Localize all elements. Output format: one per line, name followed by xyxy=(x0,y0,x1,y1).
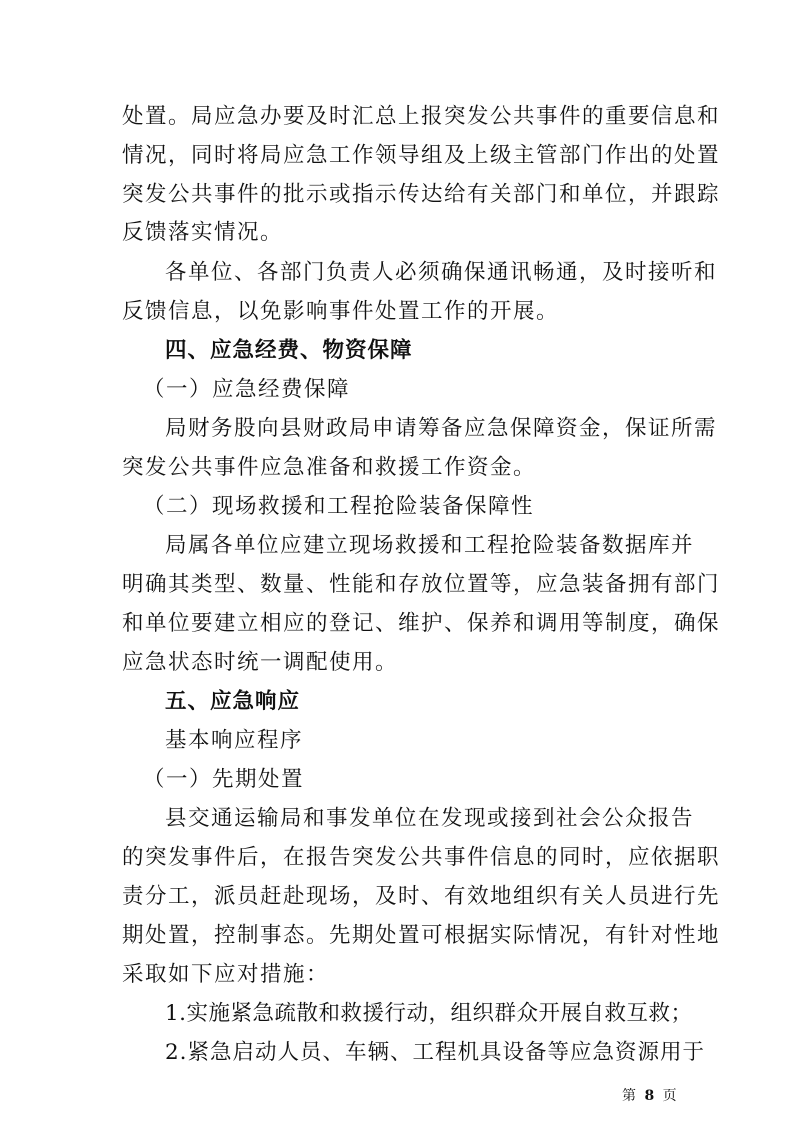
body-text-line: 责分工，派员赶赴现场，及时、有效地组织有关人员进行先 xyxy=(122,884,721,909)
body-text-line: 突发公共事件的批示或指示传达给有关部门和单位，并跟踪 xyxy=(122,182,721,207)
body-text-line: 县交通运输局和事发单位在发现或接到社会公众报告 xyxy=(165,806,695,831)
body-text-line: 的突发事件后，在报告突发公共事件信息的同时，应依据职 xyxy=(122,845,721,870)
body-text-line: 局属各单位应建立现场救援和工程抢险装备数据库并 xyxy=(165,533,695,558)
body-text-line: 反馈落实情况。 xyxy=(122,220,284,245)
body-text-line: 应急状态时统一调配使用。 xyxy=(122,650,399,675)
body-text-line: 情况，同时将局应急工作领导组及上级主管部门作出的处置 xyxy=(122,143,721,168)
subsection-heading: （二）现场救援和工程抢险装备保障性 xyxy=(143,494,535,519)
body-text-line: 局财务股向县财政局申请筹备应急保障资金，保证所需 xyxy=(165,416,718,441)
body-text-line: 明确其类型、数量、性能和存放位置等，应急装备拥有部门 xyxy=(122,572,721,597)
body-text-line: 和单位要建立相应的登记、维护、保养和调用等制度，确保 xyxy=(122,611,721,636)
list-item: 2.紧急启动人员、车辆、工程机具设备等应急资源用于 xyxy=(165,1040,706,1065)
footer-suffix: 页 xyxy=(662,1088,679,1104)
body-text-line: 各单位、各部门负责人必须确保通讯畅通，及时接听和 xyxy=(165,260,718,285)
subsection-heading: 基本响应程序 xyxy=(165,728,304,753)
body-text-line: 采取如下应对措施： xyxy=(122,962,330,987)
subsection-heading: （一）先期处置 xyxy=(143,767,305,792)
section-heading: 四、应急经费、物资保障 xyxy=(165,338,413,363)
body-text-line: 反馈信息，以免影响事件处置工作的开展。 xyxy=(122,299,560,324)
page-footer xyxy=(622,1085,679,1105)
list-item: 1.实施紧急疏散和救援行动，组织群众开展自救互救； xyxy=(165,1001,693,1026)
body-text-line: 期处置，控制事态。先期处置可根据实际情况，有针对性地 xyxy=(122,923,721,948)
body-text-line: 处置。局应急办要及时汇总上报突发公共事件的重要信息和 xyxy=(122,104,721,129)
section-heading: 五、应急响应 xyxy=(165,689,301,714)
page-number: 8 xyxy=(644,1088,657,1104)
body-text-line: 突发公共事件应急准备和救援工作资金。 xyxy=(122,455,537,480)
footer-prefix: 第 xyxy=(622,1088,638,1104)
subsection-heading: （一）应急经费保障 xyxy=(143,377,351,402)
